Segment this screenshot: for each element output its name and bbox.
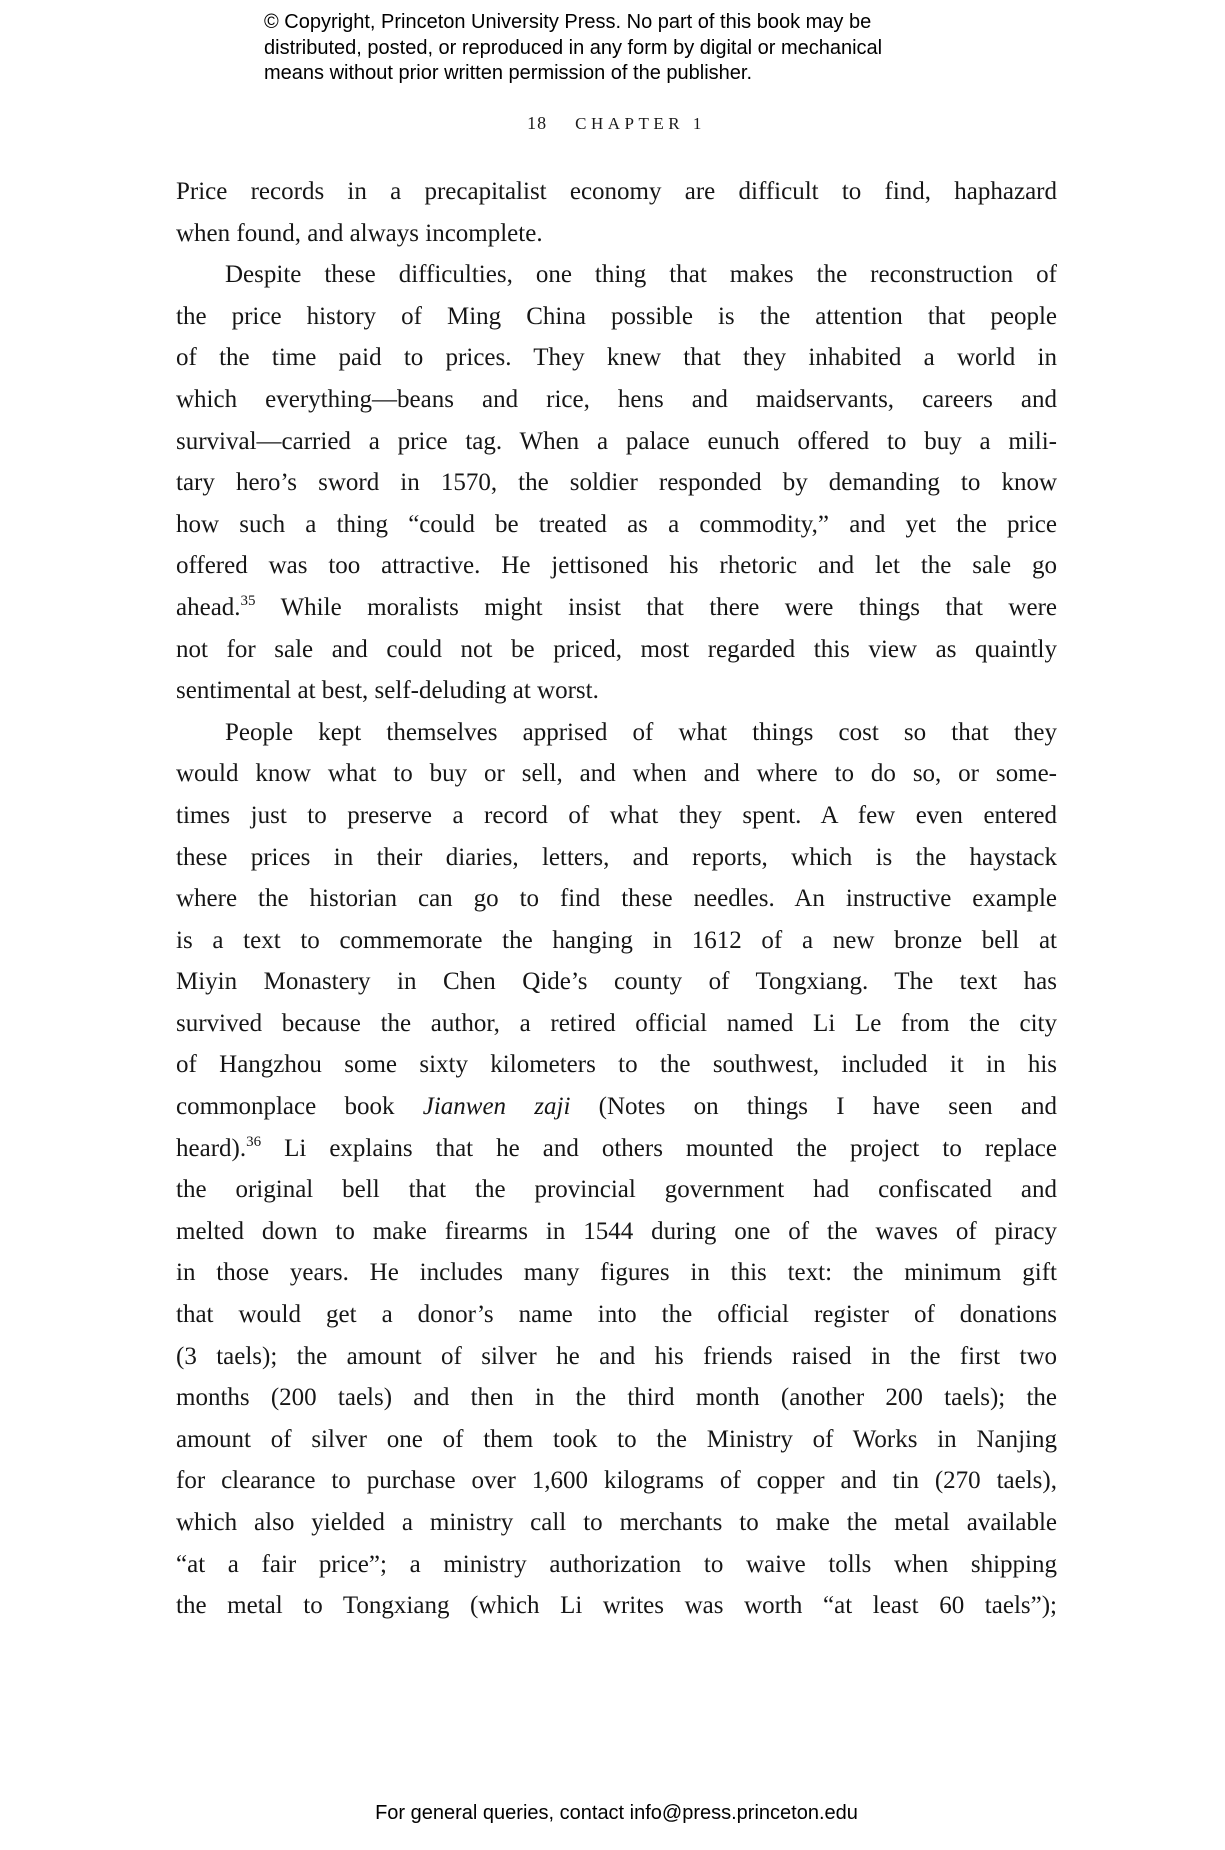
text-line: months (200 taels) and then in the third month (another 200 taels); the [176, 1384, 1057, 1412]
copyright-line: distributed, posted, or reproduced in any form by digital or mechanical [264, 36, 883, 59]
text-line: People kept themselves apprised of what things cost so that they [225, 718, 1057, 746]
text-line: (3 taels); the amount of silver he and his friends raised in the first two [176, 1342, 1057, 1370]
text-line: the original bell that the provincial government had confiscated and [176, 1176, 1057, 1204]
text-line: in those years. He includes many figures in this text: the minimum gift [176, 1259, 1057, 1287]
text-line: times just to preserve a record of what they spent. A few even entered [176, 801, 1057, 829]
text-line: of Hangzhou some sixty kilometers to the southwest, included it in his [176, 1051, 1057, 1079]
text-line: heard).$^{36}$ Li explains that he and others mounted the project to replace [176, 1133, 1057, 1162]
footer-contact: For general queries, contact info@press.princeton.edu [375, 1802, 858, 1824]
text-line: sentimental at best, self-deluding at worst. [176, 677, 599, 705]
text-line: “at a fair price”; a ministry authorization to waive tolls when shipping [176, 1550, 1057, 1578]
text-line: would know what to buy or sell, and when and where to do so, or some- [176, 760, 1057, 788]
text-line: of the time paid to prices. They knew that they inhabited a world in [176, 344, 1057, 372]
page-header [176, 113, 1057, 134]
text-line: when found, and always incomplete. [176, 219, 543, 247]
text-line: where the historian can go to find these needles. An instructive example [176, 885, 1057, 913]
text-line: survived because the author, a retired official named Li Le from the city [176, 1009, 1057, 1037]
text-line: the metal to Tongxiang (which Li writes was worth “at least 60 taels”); [176, 1592, 1057, 1620]
body-text [176, 171, 1057, 1627]
text-line: Miyin Monastery in Chen Qide’s county of Tongxiang. The text has [176, 968, 1057, 996]
text-line: the price history of Ming China possible is the attention that people [176, 302, 1057, 330]
copyright-line: © Copyright, Princeton University Press. No part of this book may be [264, 11, 872, 33]
text-line: which also yielded a ministry call to merchants to make the metal available [176, 1509, 1057, 1536]
chapter-label: CHAPTER 1 [575, 114, 706, 133]
text-line: how such a thing “could be treated as a commodity,” and yet the price [176, 510, 1057, 538]
text-line: for clearance to purchase over 1,600 kilograms of copper and tin (270 taels), [176, 1467, 1057, 1495]
page-number: 18 [527, 113, 548, 133]
text-line: tary hero’s sword in 1570, the soldier responded by demanding to know [176, 469, 1057, 497]
text-line: offered was too attractive. He jettisoned his rhetoric and let the sale go [176, 552, 1057, 580]
text-line: melted down to make firearms in 1544 during one of the waves of piracy [176, 1217, 1057, 1245]
text-line: Despite these difficulties, one thing that makes the reconstruction of [225, 261, 1057, 289]
text-line: ahead.$^{35}$ While moralists might insist that there were things that were [176, 592, 1057, 621]
text-line: survival—carried a price tag. When a palace eunuch offered to buy a mili- [176, 427, 1057, 455]
text-line: is a text to commemorate the hanging in 1612 of a new bronze bell at [176, 926, 1057, 954]
copyright-notice [264, 10, 882, 87]
text-line: these prices in their diaries, letters, and reports, which is the haystack [176, 843, 1057, 871]
text-line: which everything—beans and rice, hens and maidservants, careers and [176, 385, 1057, 413]
text-line: commonplace book Jianwen zaji (Notes on things I have seen and [176, 1093, 1057, 1121]
text-line: amount of silver one of them took to the Ministry of Works in Nanjing [176, 1425, 1057, 1453]
copyright-line: means without prior written permission of the publisher. [264, 62, 753, 84]
text-line: that would get a donor’s name into the official register of donations [176, 1301, 1057, 1329]
text-line: Price records in a precapitalist economy are difficult to find, haphazard [176, 178, 1057, 205]
text-line: not for sale and could not be priced, most regarded this view as quaintly [176, 635, 1057, 663]
